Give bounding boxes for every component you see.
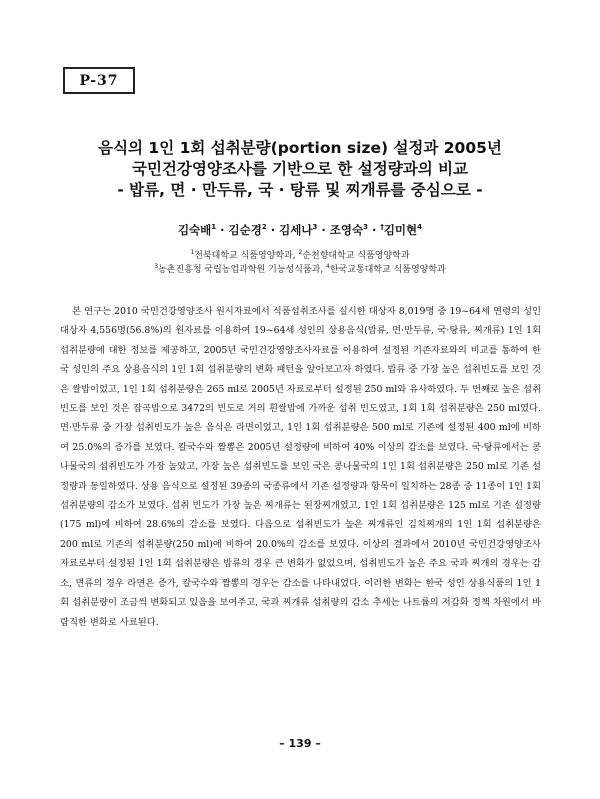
affiliation: 농촌진흥청 국립농업과학원 기능성식품과, xyxy=(158,265,324,275)
affiliation: 전북대학교 식품영양학과, xyxy=(194,251,296,261)
author-name: 조영숙 xyxy=(329,223,364,237)
author-affil-mark: 3 xyxy=(363,223,368,232)
page-number: – 139 – xyxy=(279,737,321,750)
affil-mark: 2 xyxy=(298,249,303,256)
title-line-3: - 밥류, 면 · 만두류, 국 · 탕류 및 찌개류를 중심으로 - xyxy=(117,181,483,199)
author-affil-mark: 3 xyxy=(312,223,318,232)
paper-title xyxy=(60,138,540,201)
abstract-body: 본 연구는 2010 국민건강영양조사 원시자료에서 식품섭취조사를 실시한 대상자 8,019명 중 19~64세 연령의 성인 대상자 4,556명(56.8%)의 원자료를 이용하여 19~64세 성인의 상용음식(밥류, 면·만두류, 국·탕류, 찌개류) 1인 1회 섭취분량에 대한 정보를 제공하고, 2005년 국민건강영양조사자료를 이용하여 설정된 기존자료와의 비교를 통하여 한국 성인의 주요 상용음식의 1인 1회 섭취분량의 변화 패턴을 알아보고자 하였다. 밥류 중 가장 높은 섭취빈도를 보인 것은 쌀밥이었고, 1인 1회 섭취분량은 265 ml로 2005년 자료로부터 설정된 250 ml와 유사하였다. 두 번째로 높은 섭취 빈도를 보인 것은 잡곡밥으로 3472의 빈도로 거의 흰쌀밥에 가까운 섭취 빈도였고, 1회 1회 섭취분량은 250 ml였다. 면·만두류 중 가장 섭취빈도가 높은 음식은 라면이었고, 1인 1회 섭취분량은 500 ml로 기존에 설정된 400 ml에 비하여 25.0%의 증가를 보였다. 칼국수와 짬뽕은 2005년 설정량에 비하여 40% 이상의 감소를 보였다. 국·탕류에서는 콩나물국의 섭취빈도가 가장 높았고, 가장 높은 섭취빈도를 보인 국은 콩나물국의 1인 1회 섭취분량은 250 ml로 기존 설정량과 동일하였다. 상용 음식으로 설정된 39종의 국종류에서 기존 설정량과 항목이 일치하는 28종 중 11종이 1인 1회 섭취분량의 감소가 보였다. 섭취 빈도가 가장 높은 찌개류는 된장찌개였고, 1인 1회 섭취분량은 125 ml로 기존 설정량(175 ml)에 비하여 28.6%의 감소를 보였다. 다음으로 섭취빈도가 높은 찌개류인 김치찌개의 1인 1회 섭취분량은 200 ml로 기존의 섭취분량(250 ml)에 비하여 20.0%의 감소를 보였다. 이상의 결과에서 2010년 국민건강영양조사 자료로부터 설정된 1인 1회 섭취분량은 밥류의 경우 큰 변화가 없었으며, 섭취빈도가 높은 주요 국과 찌개의 경우는 감소, 면류의 경우 라면은 증가, 칼국수와 짬뽕의 경우는 감소를 나타내었다. 이러한 변화는 한국 성인 상용식품의 1인 1회 섭취분량이 조금씩 변화되고 있음을 보여주고, 국과 찌개류 섭취량의 감소 추세는 나트륨의 저감화 정책 차원에서 바람직한 변화로 사료된다. xyxy=(60,306,541,628)
corresponding-author-mark: † xyxy=(380,223,384,232)
author-separator: · xyxy=(216,223,229,237)
author-name: 김순경 xyxy=(228,223,262,237)
poster-id-badge: P-37 xyxy=(63,67,135,94)
author-name: 김미현 xyxy=(383,223,418,237)
author-affil-mark: 1 xyxy=(211,223,217,232)
author-separator: · xyxy=(266,223,280,237)
author-name: 김숙배 xyxy=(177,223,212,237)
author-list xyxy=(60,222,540,238)
affiliation-line-2 xyxy=(60,262,540,275)
affiliation: 순천향대학교 식품영양학과 xyxy=(302,251,410,261)
author-separator: · xyxy=(317,223,330,237)
author-name: 김세나 xyxy=(279,223,313,237)
affil-mark: 1 xyxy=(190,249,195,256)
title-line-2: 국민건강영양조사를 기반으로 한 설정량과의 비교 xyxy=(131,160,469,178)
affil-mark: 3 xyxy=(154,263,159,270)
author-affil-mark: 2 xyxy=(261,223,267,232)
title-line-1: 음식의 1인 1회 섭취분량(portion size) 설정과 2005년 xyxy=(98,139,502,157)
affiliation: 한국교통대학교 식품영양학과 xyxy=(329,265,446,275)
affil-mark: 4 xyxy=(326,263,330,270)
author-affil-mark: 4 xyxy=(417,223,423,232)
author-separator: · xyxy=(367,223,381,237)
affiliation-line-1 xyxy=(60,248,540,261)
